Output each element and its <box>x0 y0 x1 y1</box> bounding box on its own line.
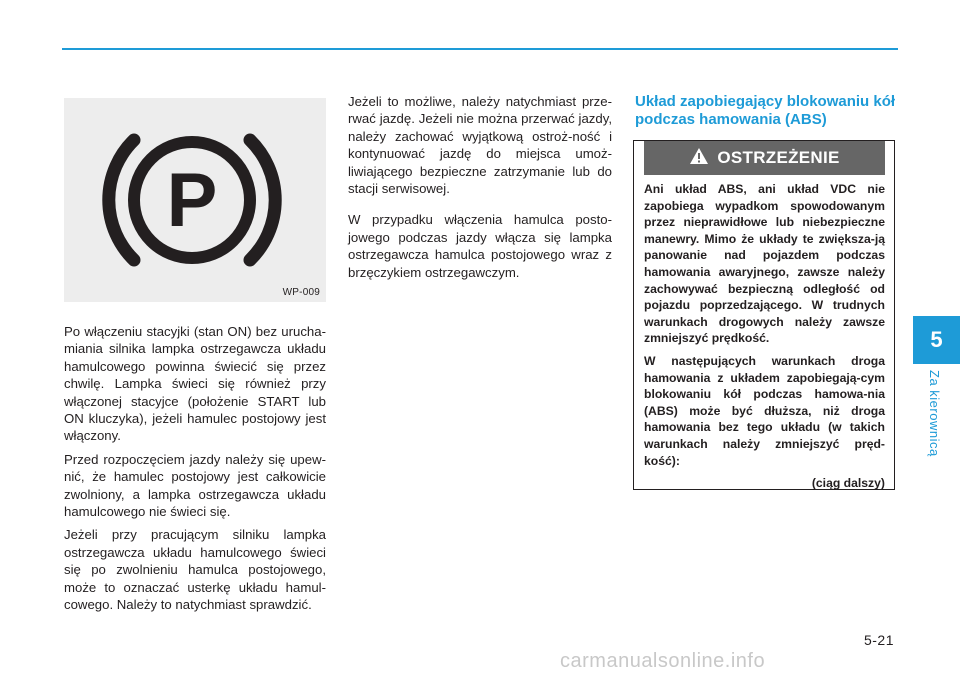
warning-body <box>644 181 885 498</box>
warning-title: OSTRZEŻENIE <box>717 148 840 167</box>
chapter-number-tab: 5 <box>913 316 960 364</box>
figure-code: WP-009 <box>282 287 320 298</box>
paragraph: Jeżeli przy pracującym silniku lampka ostrzegawcza układu hamulcowego świeci się po zwolnieniu hamulca postojowego, może to oznaczać usterkę układu hamul-cowego. Należy to natychmiast sprawdzić. <box>64 527 326 613</box>
warning-paragraph: W następujących warunkach droga hamowania z układem zapobiegają-cym blokowaniu kół podczas hamowa-nia (ABS) może być dłuższa, niż droga hamowania bez tego układu (w takich warunkach należy zmniejszyć pręd-kość): <box>644 353 885 468</box>
paragraph: Po włączeniu stacyjki (stan ON) bez urucha-miania silnika lampka ostrzegawcza układu hamulcowego powinna świecić się przez chwilę. Lampka świeci się również przy włączonej stacyjce (położenie START lub ON kluczyka), jeżeli hamulec postojowy jest włączony. <box>64 324 326 444</box>
continued-note: (ciąg dalszy) <box>811 476 885 491</box>
warning-box <box>633 140 895 490</box>
section-title: Układ zapobiegający blokowaniu kół podczas hamowania (ABS) <box>635 93 896 128</box>
warning-triangle-icon <box>689 147 709 170</box>
column-1 <box>64 323 326 620</box>
top-rule <box>62 48 898 50</box>
paragraph: Przed rozpoczęciem jazdy należy się upew-nić, że hamulec postojowy jest całkowicie zwolniony, a lampka ostrzegawcza układu hamulcowego nie świeci się. <box>64 451 326 520</box>
warning-header <box>644 141 885 175</box>
page-number: 5-21 <box>863 632 894 648</box>
svg-text:P: P <box>166 158 218 243</box>
parking-brake-figure <box>64 98 326 302</box>
watermark: carmanualsonline.info <box>560 650 766 672</box>
paragraph: W przypadku włączenia hamulca posto-jowego podczas jazdy włącza się lampka ostrzegawcza hamulca postojowego wraz z brzęczykiem ostrzegawczym. <box>348 212 612 280</box>
column-2 <box>348 93 612 295</box>
parking-brake-warning-icon <box>64 98 326 302</box>
chapter-name: Za kierownicą <box>927 370 942 457</box>
warning-paragraph: Ani układ ABS, ani układ VDC nie zapobiega wypadkom spowodowanym przez nieprawidłowe lub niebezpieczne manewry. Mimo że układy te zwiększa-ją panowanie nad pojazdem podczas hamowania awaryjnego, zawsze należy zachowywać bezpieczną odległość od pojazdu poprzedzającego. W trudnych warunkach drogowych należy zawsze zmniejszyć prędkość. <box>644 182 885 346</box>
paragraph: Jeżeli to możliwe, należy natychmiast prze-rwać jazdę. Jeżeli nie można przerwać jazdy, należy zachować wyjątkową ostroż-ność i kontynuować jazdę do miejsca umoż-liwiającego bezpieczne zatrzymanie lub do stacji serwisowej. <box>348 94 612 197</box>
